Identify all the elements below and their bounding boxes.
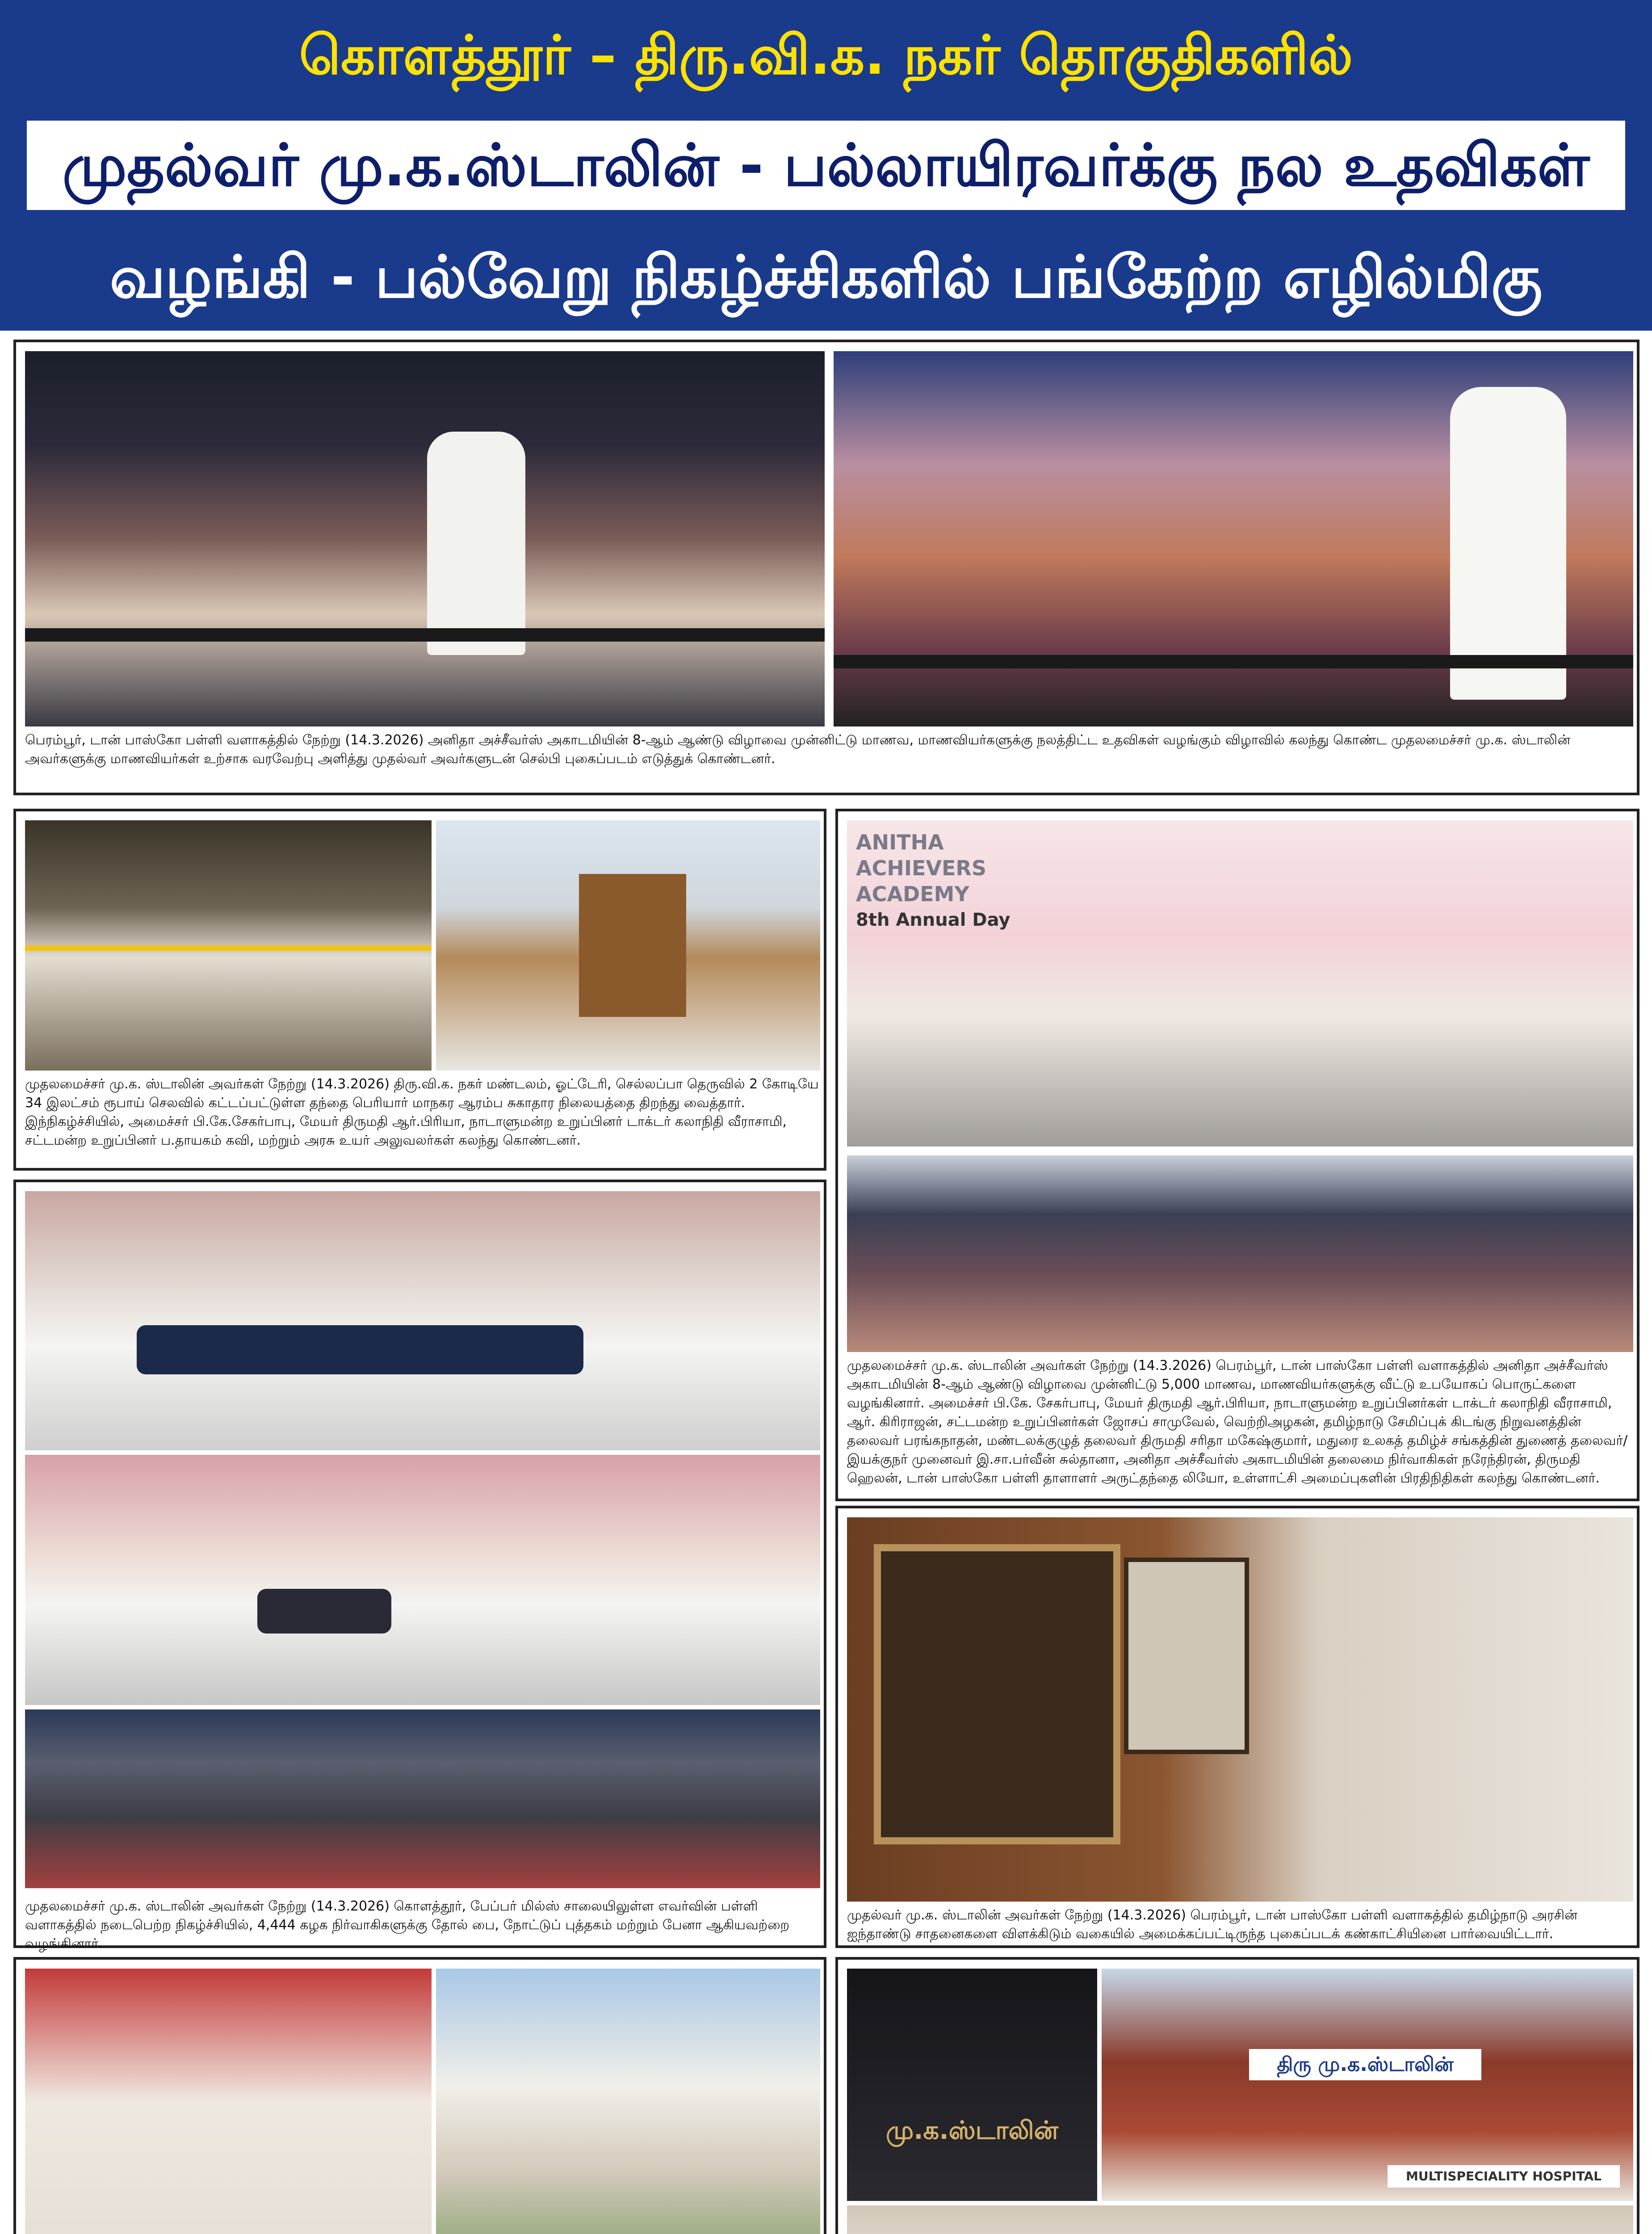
- masthead: [0, 0, 1652, 331]
- story-selfies: [13, 340, 1639, 795]
- banner-line-4: 8th Annual Day: [856, 910, 1010, 930]
- story-academy-day: [835, 809, 1639, 1501]
- story-photo-exhibition: [835, 1506, 1639, 1948]
- photo-academy-stage: [847, 820, 1633, 1146]
- photo-bag-event-audience: [25, 1709, 820, 1888]
- headline-line-3: வழங்கி - பல்வேறு நிகழ்ச்சிகளில் பங்கேற்ற எழில்மிகு: [109, 243, 1543, 311]
- caption-bag-distribution: முதலமைச்சர் மு.க. ஸ்டாலின் அவர்கள் நேற்று (14.3.2026) கொளத்தூர், பேப்பர் மில்ஸ் சாலையிலுள்ள எவர்வின் பள்ளி வளாகத்தில் நடைபெற்ற நிகழ்ச்சியில், 4,444 கழக நிர்வாகிகளுக்கு தோல் பை, நோட்டுப் புத்தகம் மற்றும் பேனா ஆகியவற்றை வழங்கினார்.: [25, 1898, 790, 1952]
- academy-banner: [856, 829, 1044, 933]
- photo-corporation-building: [1102, 1969, 1633, 2201]
- banner-line-2: ACHIEVERS: [856, 856, 986, 880]
- photo-health-centre-building: [436, 820, 820, 1071]
- hospital-sign: MULTISPECIALITY HOSPITAL: [1388, 2165, 1620, 2188]
- plaque-name: மு.க.ஸ்டாலின்: [886, 2116, 1058, 2145]
- photo-completed-buildings: [436, 1969, 820, 2234]
- story-anna-hall-works: [13, 1957, 826, 2234]
- photo-inauguration-plaques: [25, 1969, 432, 2234]
- story-corporation-office: [835, 1957, 1639, 2234]
- story-hospital-opening: [13, 809, 826, 1171]
- building-signboard: திரு மு.க.ஸ்டாலின்: [1249, 2049, 1481, 2080]
- photo-ribbon-cutting: [25, 820, 432, 1071]
- photo-officials-applauding: [847, 2205, 1633, 2234]
- photo-academy-audience: [847, 1155, 1633, 1352]
- photo-foundation-plaque: [847, 1969, 1097, 2201]
- caption-hospital-opening: முதலமைச்சர் மு.க. ஸ்டாலின் அவர்கள் நேற்று (14.3.2026) திரு.வி.க. நகர் மண்டலம், ஓட்டேரி, செல்லப்பா தெருவில் 2 கோடியே 34 இலட்சம் ரூபாய் செலவில் கட்டப்பட்டுள்ள தந்தை பெரியார் மாநகர ஆரம்ப சுகாதார நிலையத்தை திறந்து வைத்தார். இந்நிகழ்ச்சியில், அமைச்சர் பி.கே.சேகர்பாபு, மேயர் திருமதி ஆர்.பிரியா, நாடாளுமன்ற உறுப்பினர் டாக்டர் கலாநிதி வீராசாமி, சட்டமன்ற உறுப்பினர் ப.தாயகம் கவி, மற்றும் அரசு உயர் அலுவலர்கள் கலந்து கொண்டனர்.: [25, 1076, 819, 1148]
- photo-exhibition-walk: [847, 1517, 1633, 1902]
- photo-selfie-crowd-right: [834, 351, 1633, 726]
- photo-bag-handover-2: [25, 1455, 820, 1705]
- banner-line-3: ACADEMY: [856, 882, 969, 906]
- caption-academy-day: முதலமைச்சர் மு.க. ஸ்டாலின் அவர்கள் நேற்று (14.3.2026) பெரம்பூர், டான் பாஸ்கோ பள்ளி வளாகத்தில் அனிதா அச்சீவர்ஸ் அகாடமியின் 8-ஆம் ஆண்டு விழாவை முன்னிட்டு 5,000 மாணவ, மாணவியர்களுக்கு வீட்டு உபயோகப் பொருட்களை வழங்கினார். அமைச்சர் பி.கே. சேகர்பாபு, மேயர் திருமதி ஆர்.பிரியா, நாடாளுமன்ற உறுப்பினர்கள் டாக்டர் கலாநிதி வீராசாமி, ஆர். கிரிராஜன், சட்டமன்ற உறுப்பினர்கள் ஜோசப் சாமுவேல், வெற்றிஅழகன், தமிழ்நாடு சேமிப்புக் கிடங்கு நிறுவனத்தின் தலைவர் பரங்கநாதன், மண்டலக்குழுத் தலைவர் திருமதி சரிதா மகேஷ்குமார், மதுரை உலகத் தமிழ்ச் சங்கத்தின் துணைத் தலைவர்/இயக்குநர் முனைவர் இ.சா.பர்வீன் சுல்தானா, அனிதா அச்சீவர்ஸ் அகாடமியின் தலைமை நிர்வாகிகள் நரேந்திரன், திருமதி ஹெலன், டான் பாஸ்கோ பள்ளி தாளாளர் அருட்தந்தை லியோ, உள்ளாட்சி அமைப்புகளின் பிரதிநிதிகள் கலந்து கொண்டனர்.: [847, 1358, 1628, 1486]
- photo-selfie-crowd-left: [25, 351, 825, 726]
- headline-line-1: கொளத்தூர் – திரு.வி.க. நகர் தொகுதிகளில்: [299, 25, 1353, 87]
- photo-bag-handover-1: [25, 1191, 820, 1450]
- story-bag-distribution: [13, 1180, 826, 1952]
- banner-line-1: ANITHA: [856, 830, 944, 854]
- headline-line-2: முதல்வர் மு.க.ஸ்டாலின் - பல்லாயிரவர்க்கு நல உதவிகள்: [27, 121, 1625, 210]
- caption-selfies: பெரம்பூர், டான் பாஸ்கோ பள்ளி வளாகத்தில் நேற்று (14.3.2026) அனிதா அச்சீவர்ஸ் அகாடமியின் 8-ஆம் ஆண்டு விழாவை முன்னிட்டு மாணவ, மாணவியர்களுக்கு நலத்திட்ட உதவிகள் வழங்கும் விழாவில் கலந்து கொண்ட முதலமைச்சர் மு.க. ஸ்டாலின் அவர்களுக்கு மாணவியர்கள் உற்சாக வரவேற்பு அளித்து முதல்வர் அவர்களுடன் செல்பி புகைப்படம் எடுத்துக் கொண்டனர்.: [25, 732, 1571, 767]
- caption-photo-exhibition: முதல்வர் மு.க. ஸ்டாலின் அவர்கள் நேற்று (14.3.2026) பெரம்பூர், டான் பாஸ்கோ பள்ளி வளாகத்தில் தமிழ்நாடு அரசின் ஐந்தாண்டு சாதனைகளை விளக்கிடும் வகையில் அமைக்கப்பட்டிருந்த புகைப்படக் கண்காட்சியினை பார்வையிட்டார்.: [847, 1907, 1578, 1942]
